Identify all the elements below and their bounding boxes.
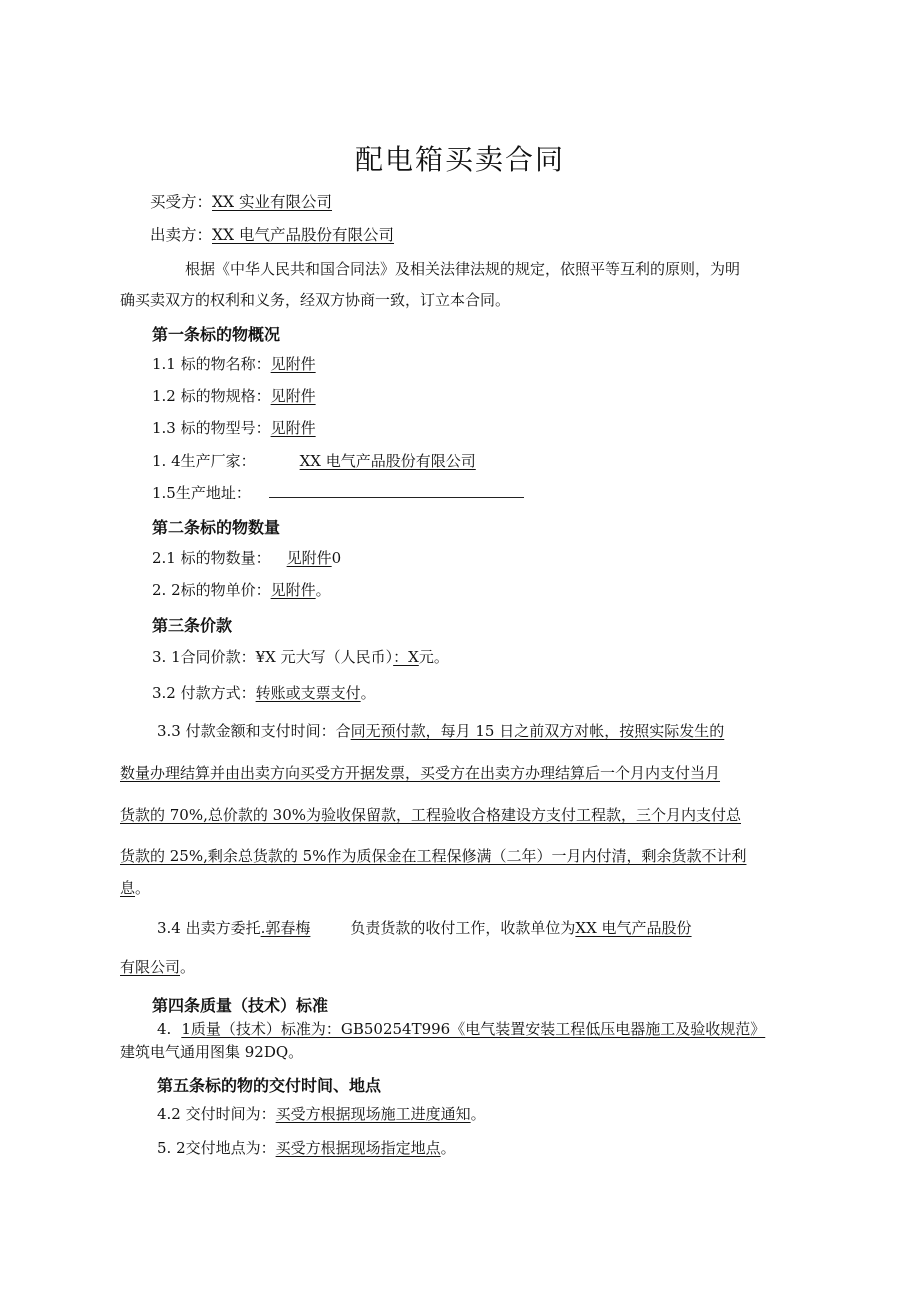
item-2-1-suffix: 0 bbox=[331, 549, 342, 567]
item-3-2 bbox=[152, 683, 376, 703]
item-3-2-label: 3.2 付款方式： bbox=[152, 684, 256, 702]
item-3-4-company-2: 有限公司 bbox=[120, 958, 181, 976]
item-1-1-value: 见附件 bbox=[270, 355, 316, 373]
item-5-2-value: 买受方根据现场指定地点 bbox=[275, 1139, 441, 1157]
item-3-1 bbox=[152, 647, 449, 667]
article-5-heading: 第五条标的物的交付时间、地点 bbox=[157, 1076, 382, 1095]
item-1-5-blank bbox=[269, 483, 524, 498]
item-4-2-suffix: 。 bbox=[470, 1105, 486, 1123]
item-4-1-line-2: 建筑电气通用图集 92DQ。 bbox=[120, 1043, 304, 1061]
item-4-2-label: 4.2 交付时间为： bbox=[157, 1105, 276, 1123]
buyer-label: 买受方： bbox=[150, 193, 213, 211]
buyer-line bbox=[150, 192, 332, 212]
seller-value: XX 电气产品股份有限公司 bbox=[212, 226, 395, 244]
article-3-heading: 第三条价款 bbox=[152, 616, 233, 635]
item-3-3-line-4: 货款的 25%,剩余总货款的 5%作为质保金在工程保修满（二年）一月内付清，剩余货款不计利 bbox=[120, 847, 747, 865]
document-title: 配电箱买卖合同 bbox=[354, 143, 565, 176]
item-4-1-value: 1质量（技术）标准为 bbox=[181, 1020, 326, 1038]
item-1-1 bbox=[152, 354, 316, 374]
item-3-3-line-1 bbox=[157, 721, 724, 741]
item-3-3-end: 。 bbox=[135, 879, 151, 897]
item-3-3-line-5 bbox=[120, 878, 150, 898]
item-3-3-line-3: 货款的 70%,总价款的 30%为验收保留款，工程验收合格建设方支付工程款，三个月内支付总 bbox=[120, 806, 741, 824]
seller-line bbox=[150, 225, 394, 245]
item-3-4-mid: 负责货款的收付工作，收款单位为 bbox=[350, 919, 576, 937]
article-1-heading: 第一条标的物概况 bbox=[152, 325, 281, 344]
item-1-2-value: 见附件 bbox=[270, 387, 316, 405]
item-3-4-line-2 bbox=[120, 957, 195, 977]
item-1-2-label: 1.2 标的物规格： bbox=[152, 387, 271, 405]
item-3-1-label: 3. 1合同价款：¥X 元大写（人民币） bbox=[152, 648, 394, 666]
item-3-3-text-1: 同无预付款，每月 15 日之前双方对帐，按照实际发生的 bbox=[350, 722, 725, 740]
item-1-3-label: 1.3 标的物型号： bbox=[152, 419, 271, 437]
item-4-2 bbox=[157, 1104, 486, 1124]
item-2-2-label: 2. 2标的物单价： bbox=[152, 581, 271, 599]
article-2-heading: 第二条标的物数量 bbox=[152, 518, 281, 537]
item-1-4-value: XX 电气产品股份有限公司 bbox=[299, 452, 476, 470]
item-1-4-label: 1. 4生产厂家： bbox=[152, 452, 256, 470]
item-1-5-label: 1.5生产地址： bbox=[152, 484, 251, 502]
item-1-2 bbox=[152, 386, 316, 406]
item-4-1-standard: ：GB50254T996《电气装置安装工程低压电器施工及验收规范》 bbox=[325, 1020, 766, 1038]
item-4-1-num: 4. bbox=[157, 1020, 172, 1038]
item-1-3-value: 见附件 bbox=[270, 419, 316, 437]
item-3-4-company-1: XX 电气产品股份 bbox=[575, 919, 692, 937]
item-2-1-value: 见附件 bbox=[286, 549, 332, 567]
item-3-1-value: ：X bbox=[393, 648, 419, 666]
item-5-2-label: 5. 2交付地点为： bbox=[157, 1139, 276, 1157]
item-3-3-label: 3.3 付款金额和支付时间：合 bbox=[157, 722, 351, 740]
intro-line-2: 确买卖双方的权利和义务，经双方协商一致，订立本合同。 bbox=[120, 291, 511, 309]
item-3-3-line-2: 数量办理结算并由出卖方向买受方开据发票，买受方在出卖方办理结算后一个月内支付当月 bbox=[120, 764, 721, 782]
item-3-1-suffix: 元。 bbox=[418, 648, 449, 666]
item-5-2-suffix: 。 bbox=[440, 1139, 456, 1157]
item-1-5 bbox=[152, 483, 524, 503]
item-4-1-line-1 bbox=[157, 1019, 765, 1039]
buyer-value: XX 实业有限公司 bbox=[212, 193, 333, 211]
item-3-2-suffix: 。 bbox=[360, 684, 376, 702]
item-5-2 bbox=[157, 1138, 456, 1158]
seller-label: 出卖方： bbox=[150, 226, 213, 244]
item-1-3 bbox=[152, 418, 316, 438]
item-3-4-name: .郭春梅 bbox=[260, 919, 311, 937]
intro-line-1: 根据《中华人民共和国合同法》及相关法律法规的规定，依照平等互利的原则，为明 bbox=[185, 260, 741, 278]
item-3-4-end: 。 bbox=[180, 958, 196, 976]
article-4-heading: 第四条质量（技术）标准 bbox=[152, 996, 329, 1015]
item-2-1 bbox=[152, 548, 341, 568]
item-1-4 bbox=[152, 451, 476, 471]
item-3-2-value: 转账或支票支付 bbox=[255, 684, 361, 702]
item-1-1-label: 1.1 标的物名称： bbox=[152, 355, 271, 373]
item-2-2 bbox=[152, 580, 331, 600]
item-2-2-value: 见附件 bbox=[270, 581, 316, 599]
item-3-4-line-1 bbox=[157, 918, 692, 938]
item-2-1-label: 2.1 标的物数量： bbox=[152, 549, 271, 567]
item-3-4-label: 3.4 出卖方委托 bbox=[157, 919, 261, 937]
item-2-2-suffix: 。 bbox=[315, 581, 331, 599]
item-3-3-text-5: 息 bbox=[120, 879, 136, 897]
item-4-2-value: 买受方根据现场施工进度通知 bbox=[275, 1105, 471, 1123]
